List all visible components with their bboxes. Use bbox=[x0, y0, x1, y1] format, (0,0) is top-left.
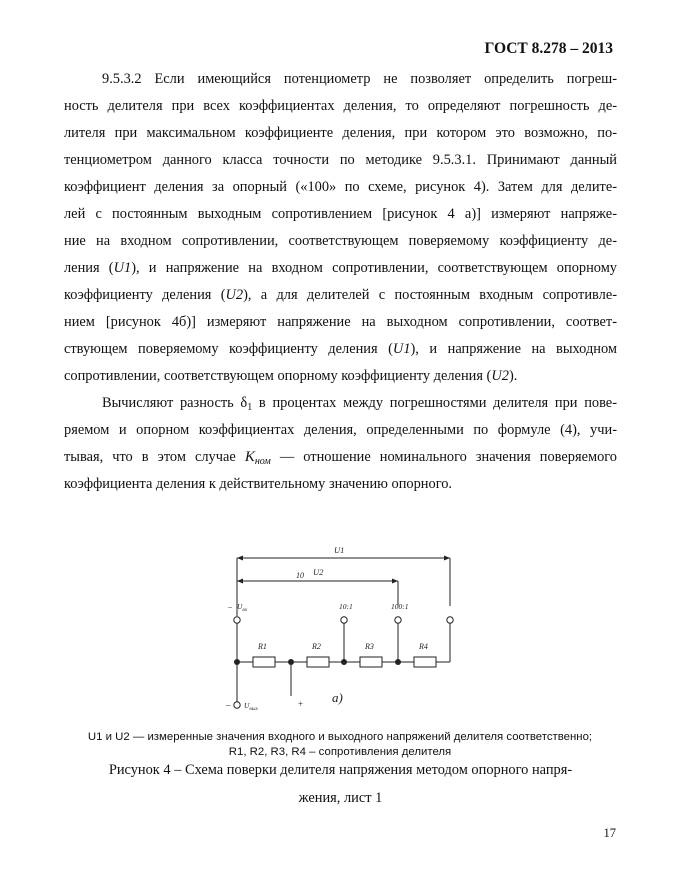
p2-line-3: тывая, что в этом случае $K_{ном}$ — отношение номинального значения поверяемого bbox=[64, 449, 618, 467]
p1-line-11: ствующем поверяемому коэффициенту деления (U1), и напряжение на выходном bbox=[64, 341, 617, 357]
vin-label: $U_{вх}$ bbox=[237, 602, 248, 613]
caption-line-2: R1, R2, R3, R4 – сопротивления делителя bbox=[228, 746, 452, 758]
circuit-diagram bbox=[220, 536, 470, 716]
p1-line-7: ние на входном сопротивлении, соответствующем поверяемому коэффициенту де- bbox=[64, 233, 617, 249]
p1-line-6: лей с постоянным выходным сопротивлением [рисунок 4 а)] измеряют напряже- bbox=[64, 206, 617, 222]
vin-sign: – bbox=[228, 602, 232, 611]
ten-label: 10 bbox=[296, 571, 304, 580]
p1-line-8: ления (U1), и напряжение на входном сопротивлении, соответствующем опорному bbox=[64, 260, 618, 276]
caption-line-1: U1 и U2 — измеренные значения входного и выходного напряжений делителя соответственно; bbox=[87, 731, 593, 743]
r4-label: R4 bbox=[419, 642, 428, 651]
p2-line-2: ряемом и опорном коэффициентах деления, определенными по формуле (4), учи- bbox=[64, 422, 617, 438]
r1-label: R1 bbox=[258, 642, 267, 651]
document-code: ГОСТ 8.278 – 2013 bbox=[484, 40, 613, 57]
page-number: 17 bbox=[603, 826, 616, 840]
r2-label: R2 bbox=[312, 642, 321, 651]
r3-label: R3 bbox=[365, 642, 374, 651]
tap-10-label: 10:1 bbox=[339, 602, 353, 611]
p2-line-1: Вычисляют разность $\delta_1$ в процентах между погрешностями делителя при пове- bbox=[102, 395, 617, 413]
p2-line-4: коэффициента деления к действительному значению опорного. bbox=[64, 476, 453, 492]
figure-title-line-1: Рисунок 4 – Схема поверки делителя напряжения методом опорного напря- bbox=[108, 762, 573, 778]
figure-title bbox=[64, 756, 617, 812]
p1-line-5: коэффициент деления за опорный («100» по схеме, рисунок 4). Затем для делите- bbox=[64, 179, 617, 195]
body-text bbox=[64, 66, 617, 498]
p1-line-4: тенциометром данного класса точности по методике 9.5.3.1. Принимают данный bbox=[64, 152, 617, 168]
u1-label: U1 bbox=[334, 545, 345, 555]
figure-title-line-2: жения, лист 1 bbox=[298, 790, 383, 806]
variant-label: а) bbox=[332, 690, 343, 705]
vout-label: $U_{вых}$ bbox=[244, 701, 258, 712]
p1-line-12: сопротивлении, соответствующем опорному коэффициенту деления (U2). bbox=[64, 368, 518, 384]
vout-sign: – bbox=[226, 700, 231, 710]
p1-line-3: лителя при максимальном коэффициенте деления, при котором это возможно, по- bbox=[64, 125, 617, 141]
p1-line-10: нием [рисунок 4б)] измеряют напряжение на выходном сопротивлении, соответ- bbox=[64, 314, 617, 330]
p1-line-1: 9.5.3.2 Если имеющийся потенциометр не позволяет определить погреш- bbox=[102, 71, 617, 87]
plus-label: + bbox=[298, 699, 304, 709]
p1-line-9: коэффициенту деления (U2), а для делителей с постоянным входным сопротивле- bbox=[64, 287, 618, 303]
tap-100-label: 100:1 bbox=[391, 602, 409, 611]
u2-label: U2 bbox=[313, 567, 324, 577]
p1-line-2: ность делителя при всех коэффициентах деления, то определяют погрешность де- bbox=[64, 98, 617, 114]
